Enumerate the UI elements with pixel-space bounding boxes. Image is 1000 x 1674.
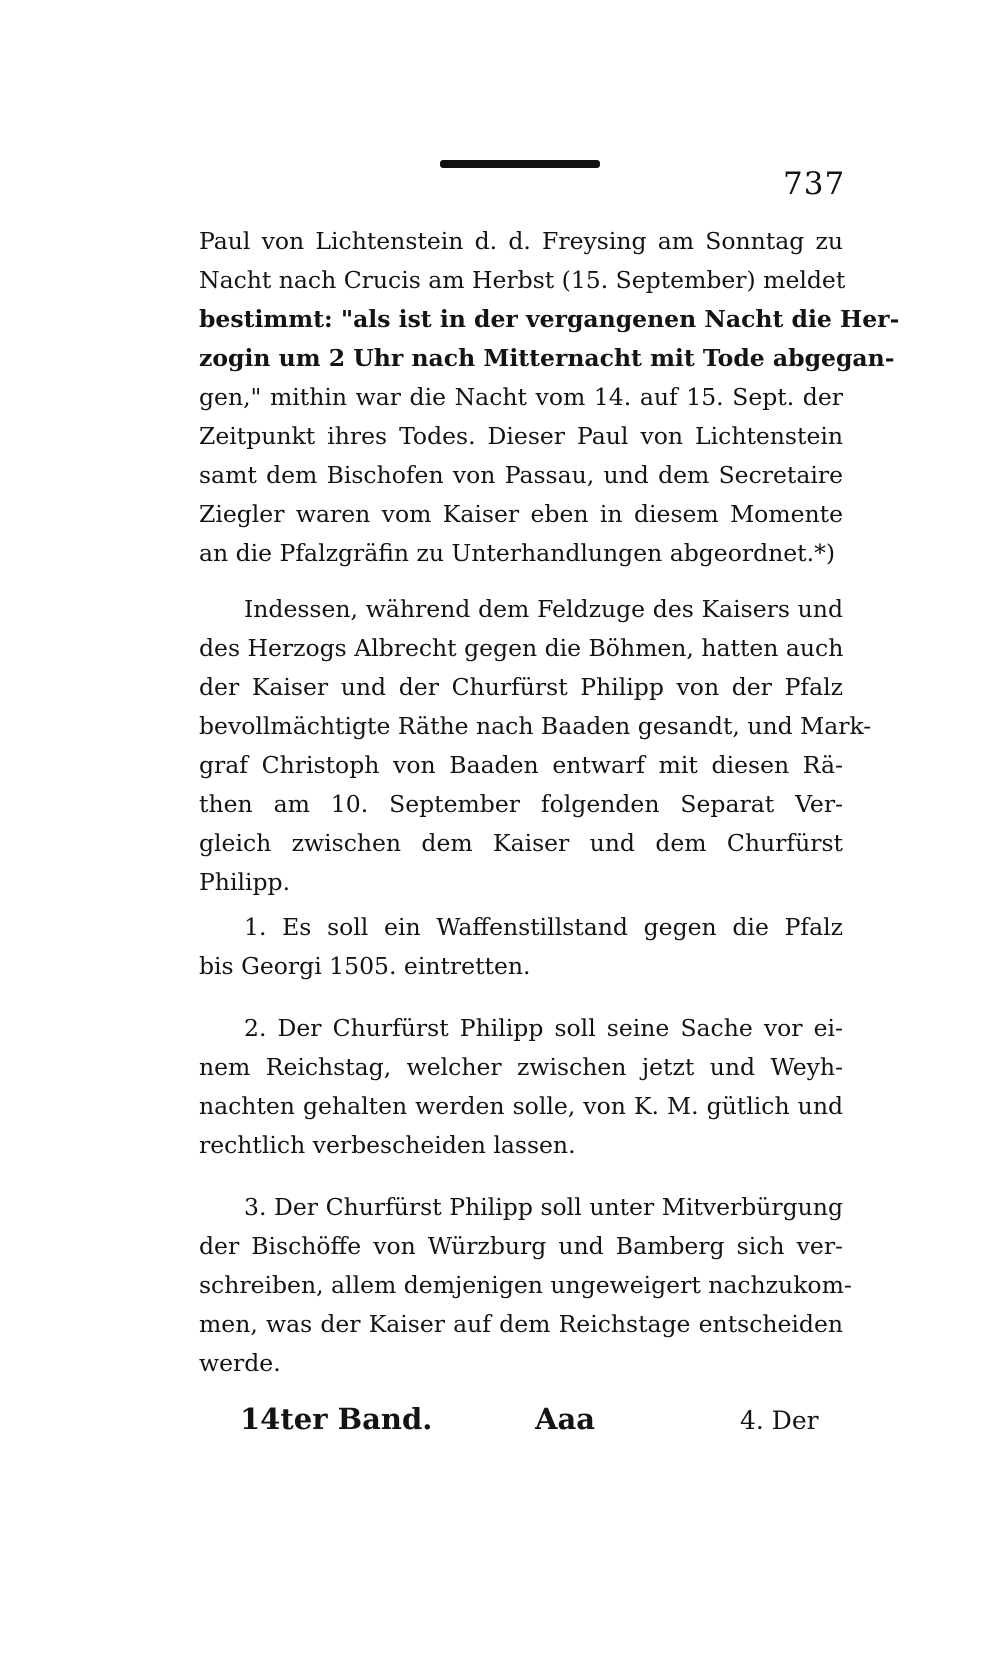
text-line: gleich zwischen dem Kaiser und dem Churfürst [199,829,843,857]
text-line: bis Georgi 1505. eintretten. [199,952,531,980]
text-line: men, was der Kaiser auf dem Reichstage entscheiden [199,1310,843,1338]
text-line: then am 10. September folgenden Separat Ver- [199,790,843,818]
volume-label: 14ter Band. [240,1402,433,1436]
text-line: rechtlich verbescheiden lassen. [199,1131,576,1159]
paragraph-4 [199,1009,843,1165]
text-line: nachten gehalten werden solle, von K. M. gütlich und [199,1092,843,1120]
text-line: nem Reichstag, welcher zwischen jetzt und Weyh- [199,1053,843,1081]
text-line: bestimmt: "als ist in der vergangenen Nacht die Her- [199,305,900,333]
paragraph-5 [199,1188,852,1383]
text-line: Ziegler waren vom Kaiser eben in diesem Momente [199,500,843,528]
text-line: samt dem Bischofen von Passau, und dem Secretaire [199,461,843,489]
text-line: 1. Es soll ein Waffenstillstand gegen die Pfalz [244,913,843,941]
paragraph-3 [199,908,843,986]
text-line: zogin um 2 Uhr nach Mitternacht mit Tode abgegan- [199,344,895,372]
text-line: graf Christoph von Baaden entwarf mit diesen Rä- [199,751,843,779]
paragraph-2 [199,590,872,902]
text-line: Nacht nach Crucis am Herbst (15. September) meldet [199,266,846,294]
text-line: der Bischöffe von Würzburg und Bamberg sich ver- [199,1232,843,1260]
paragraph-1 [199,222,900,573]
text-line: 2. Der Churfürst Philipp soll seine Sache vor ei- [244,1014,843,1042]
text-line: 3. Der Churfürst Philipp soll unter Mitverbürgung [244,1193,843,1221]
text-line: Zeitpunkt ihres Todes. Dieser Paul von Lichtenstein [199,422,843,450]
catchword: 4. Der [740,1406,819,1435]
text-line: Paul von Lichtenstein d. d. Freysing am Sonntag zu [199,227,843,255]
text-line: werde. [199,1349,281,1377]
text-line: Philipp. [199,868,291,896]
text-line: schreiben, allem demjenigen ungeweigert nachzukom- [199,1271,852,1299]
signature-mark: Aaa [535,1402,596,1436]
text-line: Indessen, während dem Feldzuge des Kaisers und [244,595,843,623]
text-line: der Kaiser und der Churfürst Philipp von der Pfalz [199,673,843,701]
text-line: an die Pfalzgräfin zu Unterhandlungen abgeordnet.*) [199,539,836,567]
text-line: gen," mithin war die Nacht vom 14. auf 15. Sept. der [199,383,843,411]
page-number: 737 [783,166,846,202]
text-line: bevollmächtigte Räthe nach Baaden gesandt, und Mark- [199,712,872,740]
header-rule [440,160,600,168]
text-line: des Herzogs Albrecht gegen die Böhmen, hatten auch [199,634,844,662]
